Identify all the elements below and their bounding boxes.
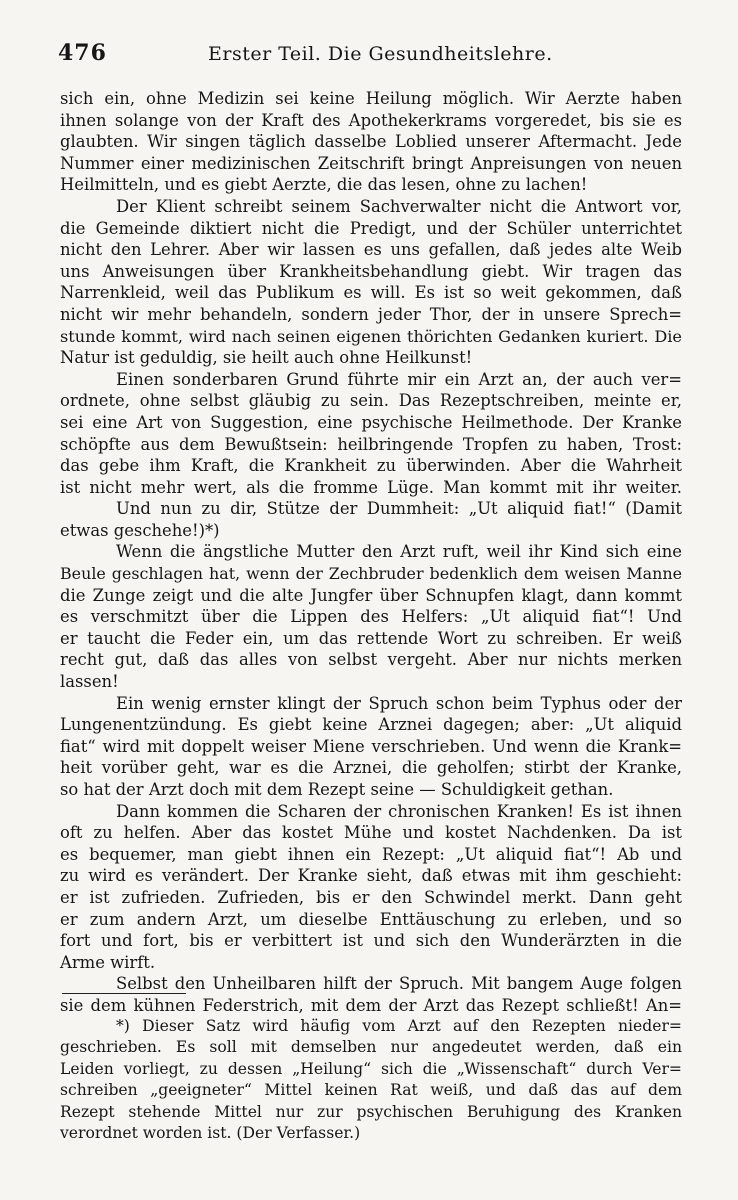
- text-line: recht gut, daß das alles von selbst vergeht. Aber nur nichts merken: [60, 650, 682, 670]
- text-line: Lungenentzündung. Es giebt keine Arznei dagegen; aber: „Ut aliquid: [60, 715, 682, 735]
- text-line: sich ein, ohne Medizin sei keine Heilung möglich. Wir Aerzte haben: [60, 89, 682, 108]
- text-line: Nummer einer medizinischen Zeitschrift bringt Anpreisungen von neuen: [60, 153, 682, 173]
- text-line: Dann kommen die Scharen der chronischen Kranken! Es ist ihnen: [116, 801, 682, 821]
- text-line: oft zu helfen. Aber das kostet Mühe und kostet Nachdenken. Da ist: [60, 823, 682, 843]
- footnote-line: Rezept stehende Mittel nur zur psychischen Beruhigung des Kranken: [60, 1102, 682, 1121]
- text-line: glaubten. Wir singen täglich dasselbe Loblied unserer Aftermacht. Jede: [60, 132, 682, 152]
- text-line: er taucht die Feder ein, um das rettende Wort zu schreiben. Er weiß: [60, 628, 682, 648]
- text-line: es verschmitzt über die Lippen des Helfers: „Ut aliquid fiat“! Und: [60, 607, 682, 627]
- text-line: Wenn die ängstliche Mutter den Arzt ruft, weil ihr Kind sich eine: [116, 542, 682, 562]
- text-line: so hat der Arzt doch mit dem Rezept seine — Schuldigkeit gethan.: [60, 780, 614, 799]
- footnote-line: Leiden vorliegt, zu dessen „Heilung“ sich die „Wissenschaft“ durch Ver=: [60, 1059, 682, 1078]
- text-line: es bequemer, man giebt ihnen ein Rezept: „Ut aliquid fiat“! Ab und: [60, 844, 682, 864]
- footnote-line: *) Dieser Satz wird häufig vom Arzt auf den Rezepten nieder=: [116, 1017, 682, 1035]
- footnote: [60, 1016, 682, 1144]
- text-line: etwas geschehe!)*): [60, 520, 220, 540]
- text-line: Ein wenig ernster klingt der Spruch schon beim Typhus oder der: [116, 693, 682, 713]
- text-line: schöpfte aus dem Bewußtsein: heilbringende Tropfen zu haben, Trost:: [60, 434, 682, 454]
- text-line: Der Klient schreibt seinem Sachverwalter nicht die Antwort vor,: [116, 196, 682, 216]
- text-line: Einen sonderbaren Grund führte mir ein Arzt an, der auch ver=: [116, 369, 682, 389]
- text-line: ordnete, ohne selbst gläubig zu sein. Das Rezeptschreiben, meinte er,: [60, 391, 682, 411]
- text-line: er ist zufrieden. Zufrieden, bis er den Schwindel merkt. Dann geht: [60, 887, 682, 907]
- text-line: die Zunge zeigt und die alte Jungfer über Schnupfen klagt, dann kommt: [60, 585, 682, 605]
- text-line: sei eine Art von Suggestion, eine psychische Heilmethode. Der Kranke: [60, 412, 682, 432]
- text-line: Selbst den Unheilbaren hilft der Spruch. Mit bangem Auge folgen: [116, 974, 682, 994]
- text-line: Narrenkleid, weil das Publikum es will. Es ist so weit gekommen, daß: [60, 283, 682, 303]
- text-line: uns Anweisungen über Krankheitsbehandlung giebt. Wir tragen das: [60, 261, 682, 281]
- text-line: Heilmitteln, und es giebt Aerzte, die das lesen, ohne zu lachen!: [60, 175, 588, 195]
- text-line: sie dem kühnen Federstrich, mit dem der Arzt das Rezept schließt! An=: [60, 995, 682, 1015]
- text-line: Und nun zu dir, Stütze der Dummheit: „Ut aliquid fiat!“ (Damit: [116, 499, 682, 519]
- text-line: Arme wirft.: [60, 952, 156, 972]
- footnote-line: schreiben „geeigneter“ Mittel keinen Rat weiß, und daß das auf dem: [60, 1081, 682, 1100]
- text-line: ist nicht mehr wert, als die fromme Lüge. Man kommt mit ihr weiter.: [60, 477, 682, 497]
- page-number: 476: [58, 40, 107, 66]
- text-line: das gebe ihm Kraft, die Krankheit zu überwinden. Aber die Wahrheit: [60, 456, 682, 476]
- body-text: [60, 88, 682, 1017]
- text-line: die Gemeinde diktiert nicht die Predigt, und der Schüler unterrichtet: [60, 218, 682, 238]
- text-line: stunde kommt, wird nach seinen eigenen thörichten Gedanken kuriert. Die: [60, 326, 682, 346]
- text-line: nicht den Lehrer. Aber wir lassen es uns gefallen, daß jedes alte Weib: [60, 240, 682, 260]
- text-line: fiat“ wird mit doppelt weiser Miene verschrieben. Und wenn die Krank=: [60, 736, 682, 756]
- footnote-line: geschrieben. Es soll mit demselben nur angedeutet werden, daß ein: [60, 1038, 682, 1057]
- text-line: nicht wir mehr behandeln, sondern jeder Thor, der in unsere Sprech=: [60, 304, 682, 324]
- page-header: [58, 40, 683, 74]
- footnote-divider: [62, 993, 186, 994]
- text-line: Natur ist geduldig, sie heilt auch ohne Heilkunst!: [60, 348, 473, 368]
- text-line: ihnen solange von der Kraft des Apothekerkrams vorgeredet, bis sie es: [60, 110, 682, 130]
- text-line: fort und fort, bis er verbittert ist und sich den Wunderärzten in die: [60, 931, 682, 951]
- text-line: Beule geschlagen hat, wenn der Zechbruder bedenklich dem weisen Manne: [60, 564, 682, 584]
- footnote-line: verordnet worden ist. (Der Verfasser.): [60, 1123, 361, 1142]
- running-head: Erster Teil. Die Gesundheitslehre.: [208, 43, 553, 65]
- text-line: lassen!: [60, 672, 119, 692]
- text-line: heit vorüber geht, war es die Arznei, die geholfen; stirbt der Kranke,: [60, 758, 682, 778]
- text-line: zu wird es verändert. Der Kranke sieht, daß etwas mit ihm geschieht:: [60, 866, 682, 886]
- text-line: er zum andern Arzt, um dieselbe Enttäuschung zu erleben, und so: [60, 909, 682, 929]
